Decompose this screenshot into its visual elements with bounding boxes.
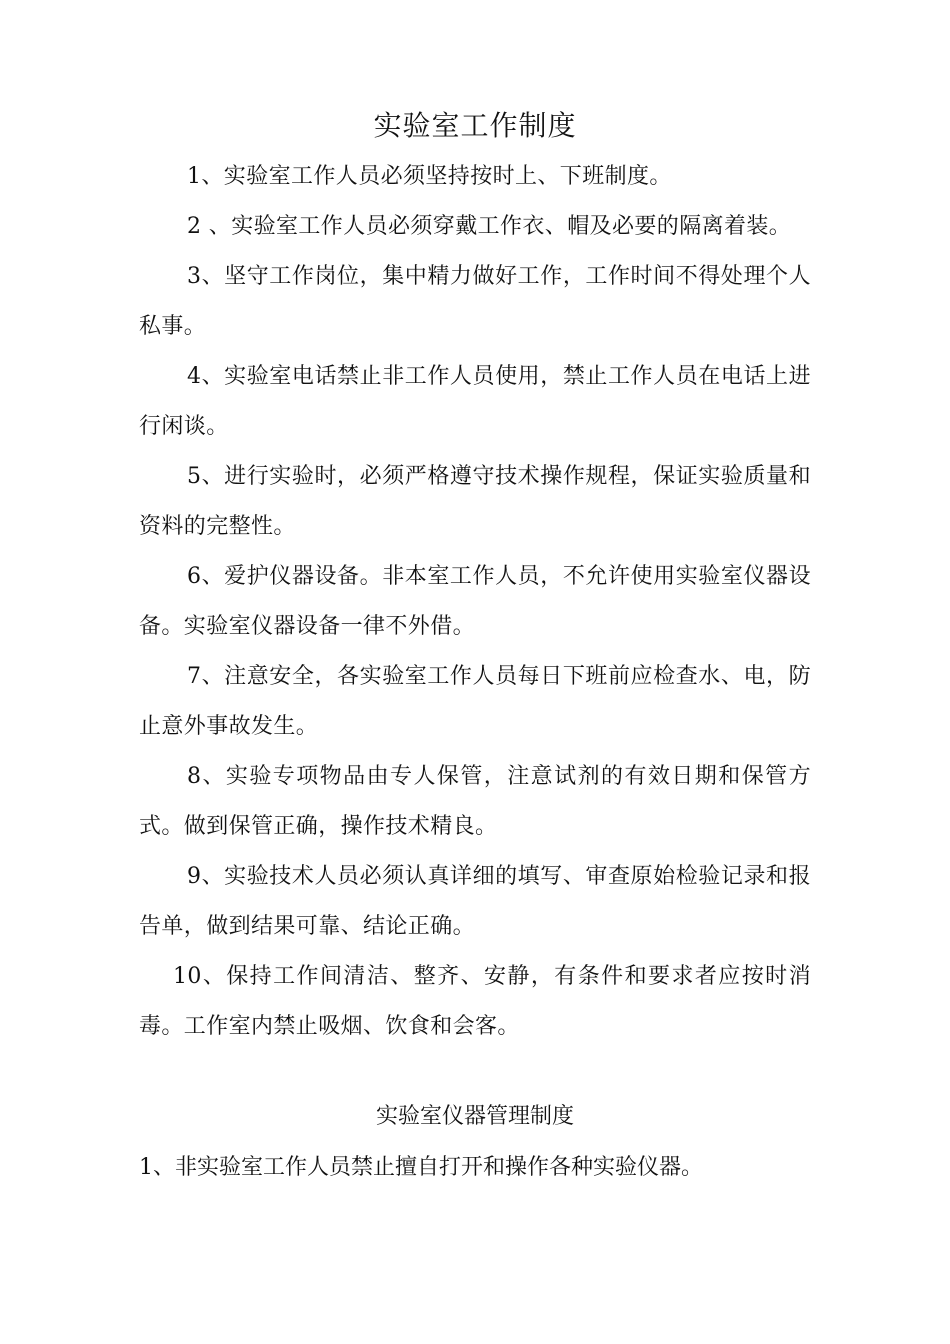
instrument-rules-list: [139, 1148, 811, 1188]
section-subtitle: 实验室仪器管理制度: [375, 1104, 574, 1129]
rule-item: 1、实验室工作人员必须坚持按时上、下班制度。: [187, 164, 672, 189]
rule-item: 2 、实验室工作人员必须穿戴工作衣、帽及必要的隔离着装。: [187, 214, 792, 239]
instrument-rule-item: 1、非实验室工作人员禁止擅自打开和操作各种实验仪器。: [139, 1155, 703, 1180]
rule-item: 5、进行实验时，必须严格遵守技术操作规程，保证实验质量和资料的完整性。: [139, 464, 811, 539]
rule-item: 9、实验技术人员必须认真详细的填写、审查原始检验记录和报告单，做到结果可靠、结论正确。: [139, 864, 811, 939]
rule-item: 8、实验专项物品由专人保管，注意试剂的有效日期和保管方式。做到保管正确，操作技术精良。: [139, 764, 811, 839]
rules-list: [139, 152, 811, 1052]
rule-item: 6、爱护仪器设备。非本室工作人员，不允许使用实验室仪器设备。实验室仪器设备一律不外借。: [139, 564, 811, 639]
document-title: 实验室工作制度: [373, 109, 577, 142]
rule-item: 3、坚守工作岗位，集中精力做好工作，工作时间不得处理个人私事。: [139, 264, 811, 339]
rule-item: 10、保持工作间清洁、整齐、安静，有条件和要求者应按时消毒。工作室内禁止吸烟、饮食和会客。: [139, 964, 811, 1039]
rule-item: 4、实验室电话禁止非工作人员使用，禁止工作人员在电话上进行闲谈。: [139, 364, 811, 439]
rule-item: 7、注意安全，各实验室工作人员每日下班前应检查水、电，防止意外事故发生。: [139, 664, 811, 739]
